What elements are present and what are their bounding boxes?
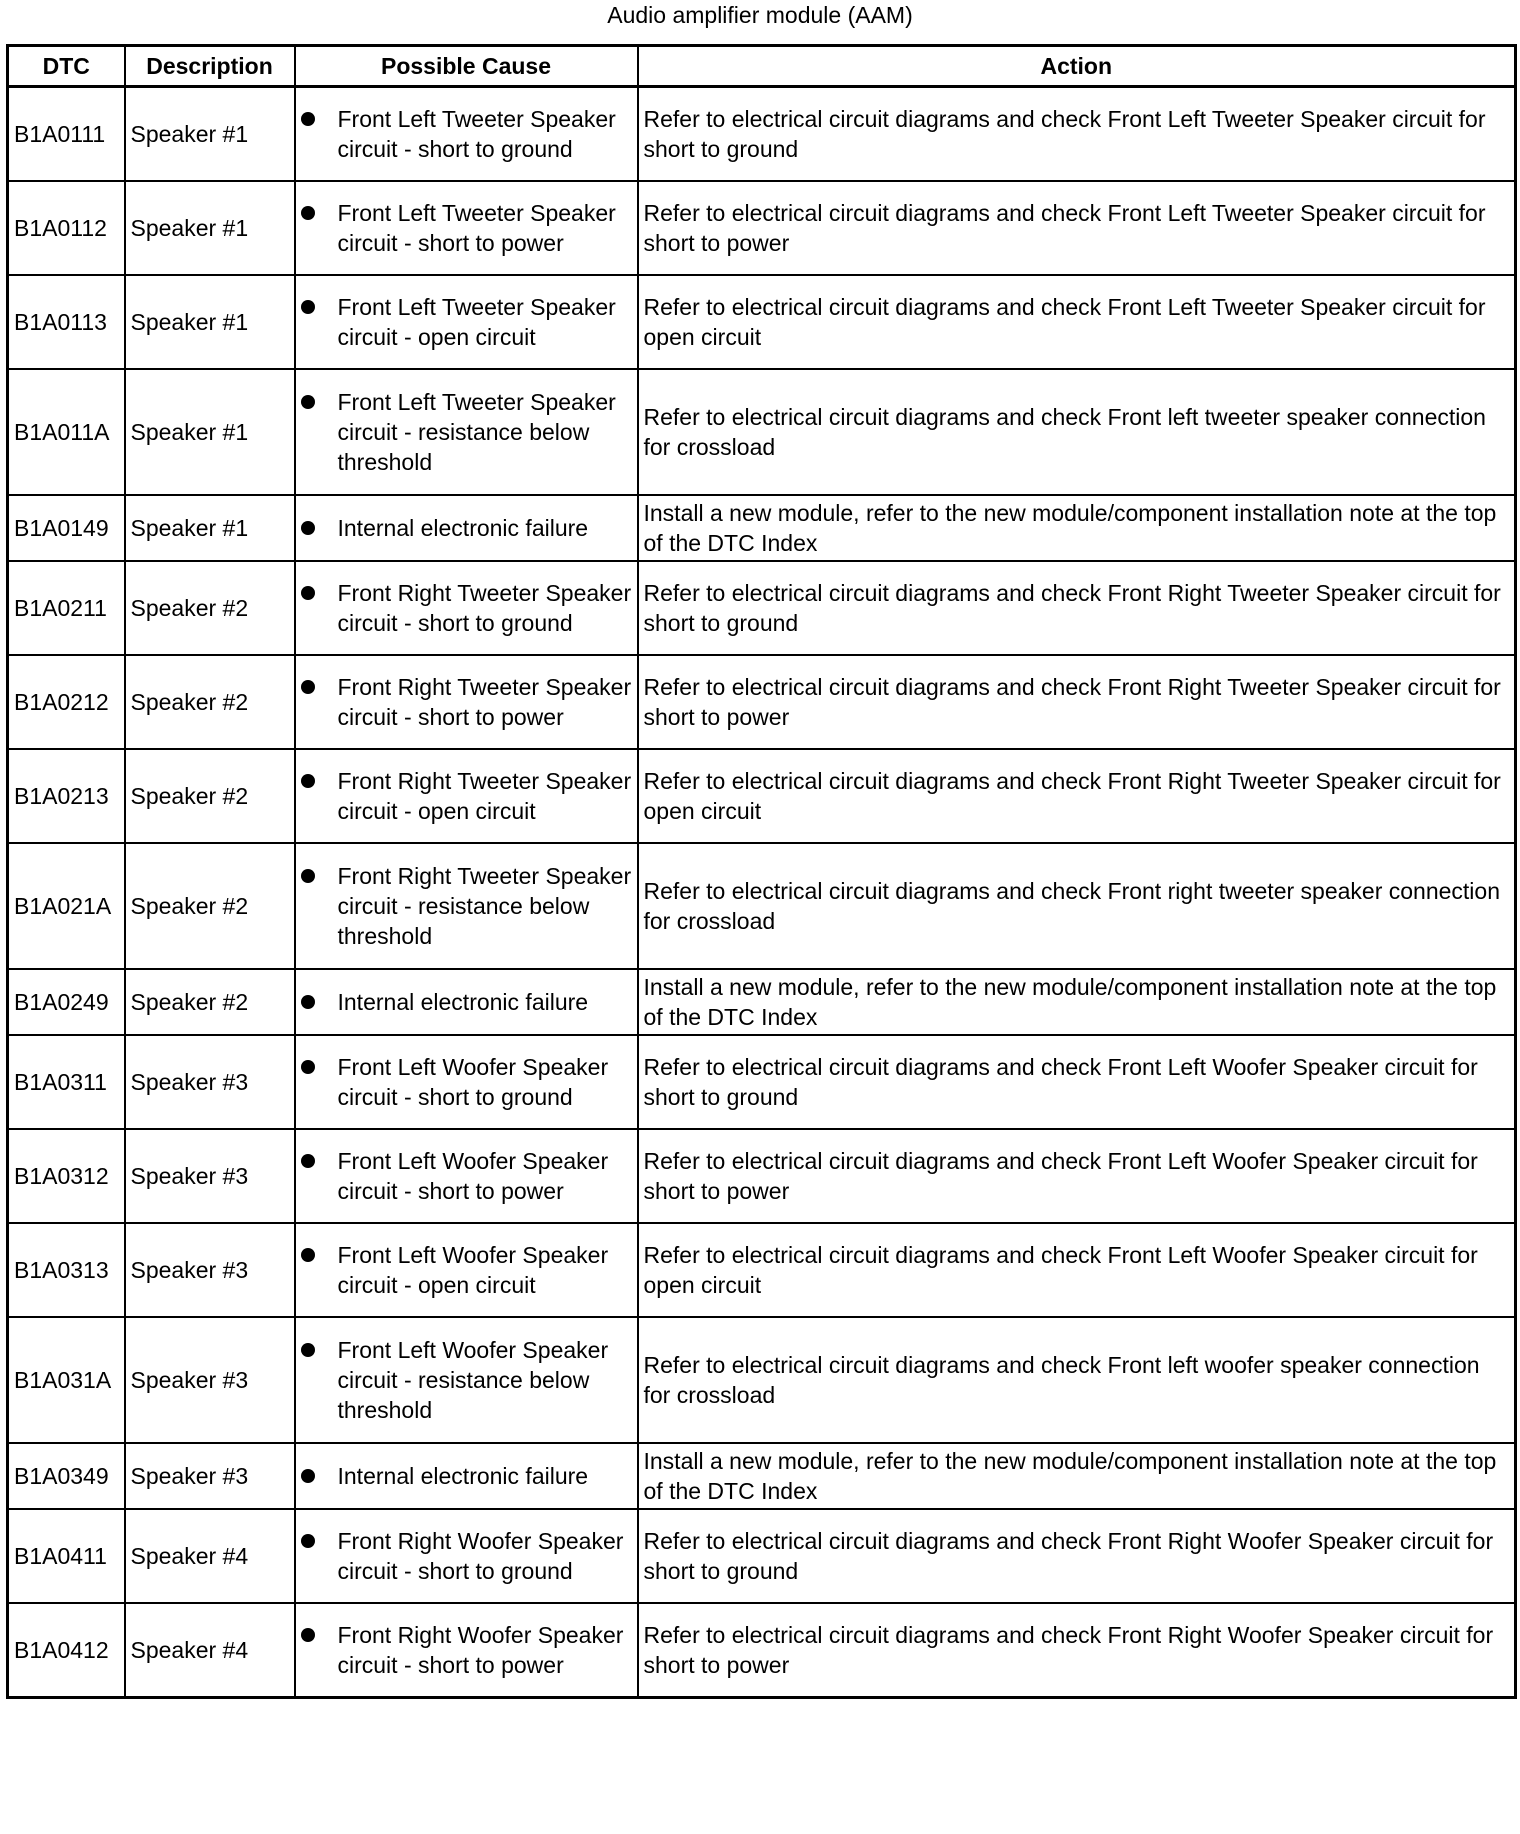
possible-cause — [295, 369, 638, 495]
possible-cause — [295, 87, 638, 182]
action: Install a new module, refer to the new module/component installation note at the top of the DTC Index — [638, 969, 1516, 1035]
possible-cause — [295, 843, 638, 969]
possible-cause — [295, 1223, 638, 1317]
column-header-possible-cause: Possible Cause — [295, 46, 638, 87]
possible-cause-text: Front Right Woofer Speaker circuit - short to power — [337, 1622, 624, 1678]
action: Refer to electrical circuit diagrams and check Front Left Woofer Speaker circuit for short to power — [638, 1129, 1516, 1223]
table-row — [8, 495, 1516, 561]
bullet-icon — [301, 680, 315, 694]
description: Speaker #1 — [125, 181, 295, 275]
bullet-icon — [301, 1248, 315, 1262]
description: Speaker #2 — [125, 655, 295, 749]
bullet-icon — [301, 521, 315, 535]
possible-cause-text: Front Left Tweeter Speaker circuit - short to power — [337, 200, 616, 256]
possible-cause — [295, 1317, 638, 1443]
possible-cause — [295, 1509, 638, 1603]
possible-cause-text: Front Right Tweeter Speaker circuit - short to power — [337, 674, 632, 730]
dtc-code: B1A0311 — [8, 1035, 125, 1129]
table-row — [8, 1509, 1516, 1603]
possible-cause — [295, 561, 638, 655]
possible-cause-text: Front Left Tweeter Speaker circuit - short to ground — [337, 106, 616, 162]
possible-cause — [295, 495, 638, 561]
description: Speaker #2 — [125, 561, 295, 655]
action: Refer to electrical circuit diagrams and check Front Right Tweeter Speaker circuit for short to ground — [638, 561, 1516, 655]
description: Speaker #1 — [125, 87, 295, 182]
action: Refer to electrical circuit diagrams and check Front right tweeter speaker connection for crossload — [638, 843, 1516, 969]
description: Speaker #3 — [125, 1317, 295, 1443]
action: Refer to electrical circuit diagrams and check Front Right Woofer Speaker circuit for short to power — [638, 1603, 1516, 1698]
description: Speaker #2 — [125, 749, 295, 843]
table-row — [8, 655, 1516, 749]
bullet-icon — [301, 300, 315, 314]
column-header-description: Description — [125, 46, 295, 87]
possible-cause-text: Internal electronic failure — [337, 989, 589, 1015]
dtc-code: B1A021A — [8, 843, 125, 969]
dtc-code: B1A0212 — [8, 655, 125, 749]
description: Speaker #2 — [125, 843, 295, 969]
dtc-code: B1A0412 — [8, 1603, 125, 1698]
possible-cause-text: Front Left Woofer Speaker circuit - resistance below threshold — [337, 1337, 609, 1423]
possible-cause-text: Internal electronic failure — [337, 515, 589, 541]
description: Speaker #3 — [125, 1223, 295, 1317]
action: Refer to electrical circuit diagrams and check Front Left Woofer Speaker circuit for short to ground — [638, 1035, 1516, 1129]
table-row — [8, 561, 1516, 655]
dtc-code: B1A0349 — [8, 1443, 125, 1509]
dtc-code: B1A031A — [8, 1317, 125, 1443]
possible-cause-text: Front Left Tweeter Speaker circuit - open circuit — [337, 294, 616, 350]
description: Speaker #3 — [125, 1443, 295, 1509]
dtc-code: B1A0211 — [8, 561, 125, 655]
table-row — [8, 1129, 1516, 1223]
description: Speaker #4 — [125, 1603, 295, 1698]
table-row — [8, 87, 1516, 182]
dtc-table — [6, 44, 1517, 1699]
possible-cause — [295, 969, 638, 1035]
description: Speaker #1 — [125, 275, 295, 369]
possible-cause — [295, 655, 638, 749]
possible-cause — [295, 1443, 638, 1509]
bullet-icon — [301, 1628, 315, 1642]
bullet-icon — [301, 586, 315, 600]
table-row — [8, 969, 1516, 1035]
possible-cause-text: Front Left Woofer Speaker circuit - short to ground — [337, 1054, 609, 1110]
bullet-icon — [301, 774, 315, 788]
table-header-row — [8, 46, 1516, 87]
column-header-action: Action — [638, 46, 1516, 87]
dtc-code: B1A0111 — [8, 87, 125, 182]
possible-cause — [295, 181, 638, 275]
dtc-code: B1A0149 — [8, 495, 125, 561]
table-row — [8, 369, 1516, 495]
bullet-icon — [301, 869, 315, 883]
bullet-icon — [301, 995, 315, 1009]
dtc-code: B1A0213 — [8, 749, 125, 843]
action: Install a new module, refer to the new module/component installation note at the top of the DTC Index — [638, 1443, 1516, 1509]
action: Refer to electrical circuit diagrams and check Front Right Woofer Speaker circuit for short to ground — [638, 1509, 1516, 1603]
possible-cause-text: Front Right Woofer Speaker circuit - short to ground — [337, 1528, 624, 1584]
table-row — [8, 275, 1516, 369]
bullet-icon — [301, 1343, 315, 1357]
page-title: Audio amplifier module (AAM) — [607, 2, 913, 28]
possible-cause-text: Front Right Tweeter Speaker circuit - resistance below threshold — [337, 863, 632, 949]
action: Refer to electrical circuit diagrams and check Front Left Tweeter Speaker circuit for open circuit — [638, 275, 1516, 369]
bullet-icon — [301, 206, 315, 220]
bullet-icon — [301, 1469, 315, 1483]
action: Install a new module, refer to the new module/component installation note at the top of the DTC Index — [638, 495, 1516, 561]
dtc-code: B1A011A — [8, 369, 125, 495]
action: Refer to electrical circuit diagrams and check Front left tweeter speaker connection for crossload — [638, 369, 1516, 495]
bullet-icon — [301, 395, 315, 409]
action: Refer to electrical circuit diagrams and check Front Left Tweeter Speaker circuit for short to power — [638, 181, 1516, 275]
possible-cause-text: Front Left Tweeter Speaker circuit - resistance below threshold — [337, 389, 616, 475]
bullet-icon — [301, 112, 315, 126]
action: Refer to electrical circuit diagrams and check Front Right Tweeter Speaker circuit for short to power — [638, 655, 1516, 749]
column-header-dtc: DTC — [8, 46, 125, 87]
dtc-code: B1A0249 — [8, 969, 125, 1035]
action: Refer to electrical circuit diagrams and check Front Left Tweeter Speaker circuit for short to ground — [638, 87, 1516, 182]
table-row — [8, 1035, 1516, 1129]
description: Speaker #3 — [125, 1035, 295, 1129]
table-row — [8, 749, 1516, 843]
description: Speaker #3 — [125, 1129, 295, 1223]
dtc-code: B1A0312 — [8, 1129, 125, 1223]
possible-cause — [295, 1603, 638, 1698]
table-row — [8, 1317, 1516, 1443]
table-row — [8, 1603, 1516, 1698]
table-row — [8, 181, 1516, 275]
table-row — [8, 1443, 1516, 1509]
table-row — [8, 843, 1516, 969]
action: Refer to electrical circuit diagrams and check Front Right Tweeter Speaker circuit for open circuit — [638, 749, 1516, 843]
possible-cause — [295, 749, 638, 843]
action: Refer to electrical circuit diagrams and check Front Left Woofer Speaker circuit for open circuit — [638, 1223, 1516, 1317]
possible-cause — [295, 275, 638, 369]
possible-cause-text: Front Left Woofer Speaker circuit - open circuit — [337, 1242, 609, 1298]
table-row — [8, 1223, 1516, 1317]
dtc-code: B1A0113 — [8, 275, 125, 369]
dtc-code: B1A0112 — [8, 181, 125, 275]
possible-cause-text: Front Right Tweeter Speaker circuit - open circuit — [337, 768, 632, 824]
bullet-icon — [301, 1154, 315, 1168]
possible-cause — [295, 1129, 638, 1223]
description: Speaker #2 — [125, 969, 295, 1035]
bullet-icon — [301, 1060, 315, 1074]
description: Speaker #1 — [125, 495, 295, 561]
possible-cause-text: Front Right Tweeter Speaker circuit - short to ground — [337, 580, 632, 636]
dtc-code: B1A0313 — [8, 1223, 125, 1317]
description: Speaker #4 — [125, 1509, 295, 1603]
bullet-icon — [301, 1534, 315, 1548]
possible-cause — [295, 1035, 638, 1129]
action: Refer to electrical circuit diagrams and check Front left woofer speaker connection for crossload — [638, 1317, 1516, 1443]
possible-cause-text: Front Left Woofer Speaker circuit - short to power — [337, 1148, 609, 1204]
description: Speaker #1 — [125, 369, 295, 495]
possible-cause-text: Internal electronic failure — [337, 1463, 589, 1489]
dtc-code: B1A0411 — [8, 1509, 125, 1603]
